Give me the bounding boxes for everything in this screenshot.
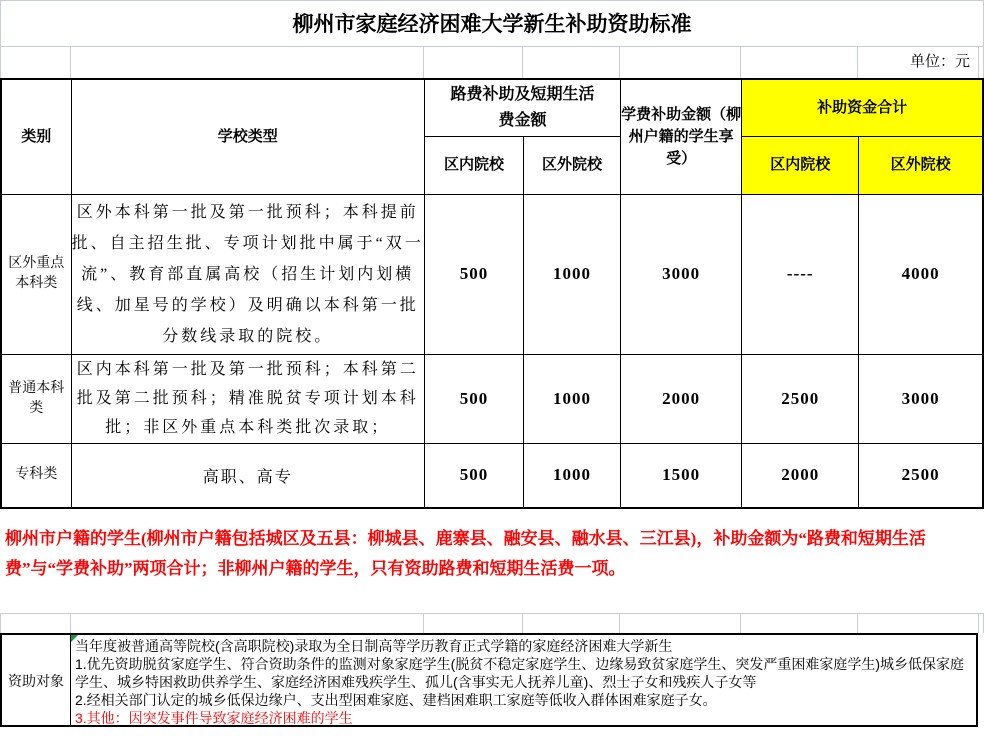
recipients-line: 当年度被普通高等院校(含高职院校)录取为全日制高等学历教育正式学籍的家庭经济困难大学新生	[75, 638, 673, 654]
category-cell: 区外重点本科类	[1, 194, 71, 354]
empty-cell	[71, 47, 424, 78]
table-row	[1, 194, 983, 354]
household-registration-note: 柳州市户籍的学生(柳州市户籍包括城区及五县：柳城县、鹿寨县、融安县、融水县、三江县)，补助金额为“路费和短期生活费”与“学费补助”两项合计；非柳州户籍的学生，只有资助路费和短期生活费一项。	[5, 529, 926, 578]
total-in-cell: 2000	[742, 443, 859, 508]
travel-in-cell: 500	[424, 194, 523, 354]
header-travel-group-label: 路费补助及短期生活费金额	[450, 85, 595, 129]
recipients-line: 2.经相关部门认定的城乡低保边缘户、支出型困难家庭、建档困难职工家庭等低收入群体困难家庭子女。	[75, 692, 717, 708]
empty-cell	[71, 614, 424, 633]
empty-cell	[1, 614, 71, 633]
empty-cell	[741, 614, 858, 633]
category-cell: 专科类	[1, 443, 71, 508]
total-out-cell: 2500	[859, 443, 983, 508]
travel-in-cell: 500	[424, 443, 523, 508]
header-tuition: 学费补助金额（柳州户籍的学生享受）	[621, 79, 742, 194]
school-type-cell: 区外本科第一批及第一批预科；本科提前批、自主招生批、专项计划批中属于“双一流”、教育部直属高校（招生计划内划横线、加星号的学校）及明确以本科第一批分数线录取的院校。	[71, 194, 424, 354]
empty-cell	[741, 47, 858, 78]
header-total-in-region: 区内院校	[742, 136, 859, 194]
empty-cell	[620, 47, 741, 78]
empty-cell	[1, 47, 71, 78]
recipients-line: 3.其他：因突发事件导致家庭经济困难的学生	[75, 710, 353, 726]
total-out-cell: 4000	[859, 194, 983, 354]
tuition-cell: 3000	[621, 194, 742, 354]
header-travel-in-region: 区内院校	[424, 136, 523, 194]
school-type-cell: 高职、高专	[71, 443, 424, 508]
empty-cell	[424, 47, 523, 78]
tuition-cell: 1500	[621, 443, 742, 508]
gridline-spacer-row	[0, 613, 984, 633]
total-in-cell: ----	[742, 194, 859, 354]
cell-error-indicator-icon	[71, 635, 78, 642]
empty-cell	[424, 614, 523, 633]
empty-cell	[858, 614, 979, 633]
header-category: 类别	[1, 79, 71, 194]
header-travel-out-region: 区外院校	[524, 136, 621, 194]
empty-cell	[523, 614, 620, 633]
total-out-cell: 3000	[859, 354, 983, 443]
recipients-line: 1.优先资助脱贫家庭学生、符合资助条件的监测对象家庭学生(脱贫不稳定家庭学生、边缘易致贫家庭学生、突发严重困难家庭学生)城乡低保家庭学生、城乡特困救助供养学生、家庭经济困难残疾学生、孤儿(含事实无人抚养儿童)、烈士子女和残疾人子女等	[75, 656, 964, 690]
empty-cell	[620, 614, 741, 633]
travel-in-cell: 500	[424, 354, 523, 443]
empty-cell	[979, 614, 983, 633]
travel-out-cell: 1000	[524, 354, 621, 443]
tuition-cell: 2000	[621, 354, 742, 443]
empty-cell	[979, 47, 983, 78]
total-in-cell: 2500	[742, 354, 859, 443]
recipients-content	[71, 635, 976, 727]
header-total-out-region: 区外院校	[859, 136, 983, 194]
header-total-group: 补助资金合计	[742, 79, 983, 136]
empty-cell	[523, 47, 620, 78]
category-cell: 普通本科类	[1, 354, 71, 443]
school-type-cell: 区内本科第一批及第一批预科；本科第二批及第二批预科；精准脱贫专项计划本科批；非区外重点本科类批次录取；	[71, 354, 424, 443]
unit-label: 单位：元	[858, 47, 979, 78]
header-school-type: 学校类型	[71, 79, 424, 194]
travel-out-cell: 1000	[524, 443, 621, 508]
recipients-label: 资助对象	[2, 635, 71, 727]
header-travel-group	[424, 79, 620, 136]
table-row	[1, 443, 983, 508]
travel-out-cell: 1000	[524, 194, 621, 354]
table-row	[1, 354, 983, 443]
page-title: 柳州市家庭经济困难大学新生补助资助标准	[0, 0, 984, 46]
subsidy-table	[0, 78, 984, 509]
unit-row	[0, 46, 984, 78]
recipients-section	[0, 633, 978, 727]
